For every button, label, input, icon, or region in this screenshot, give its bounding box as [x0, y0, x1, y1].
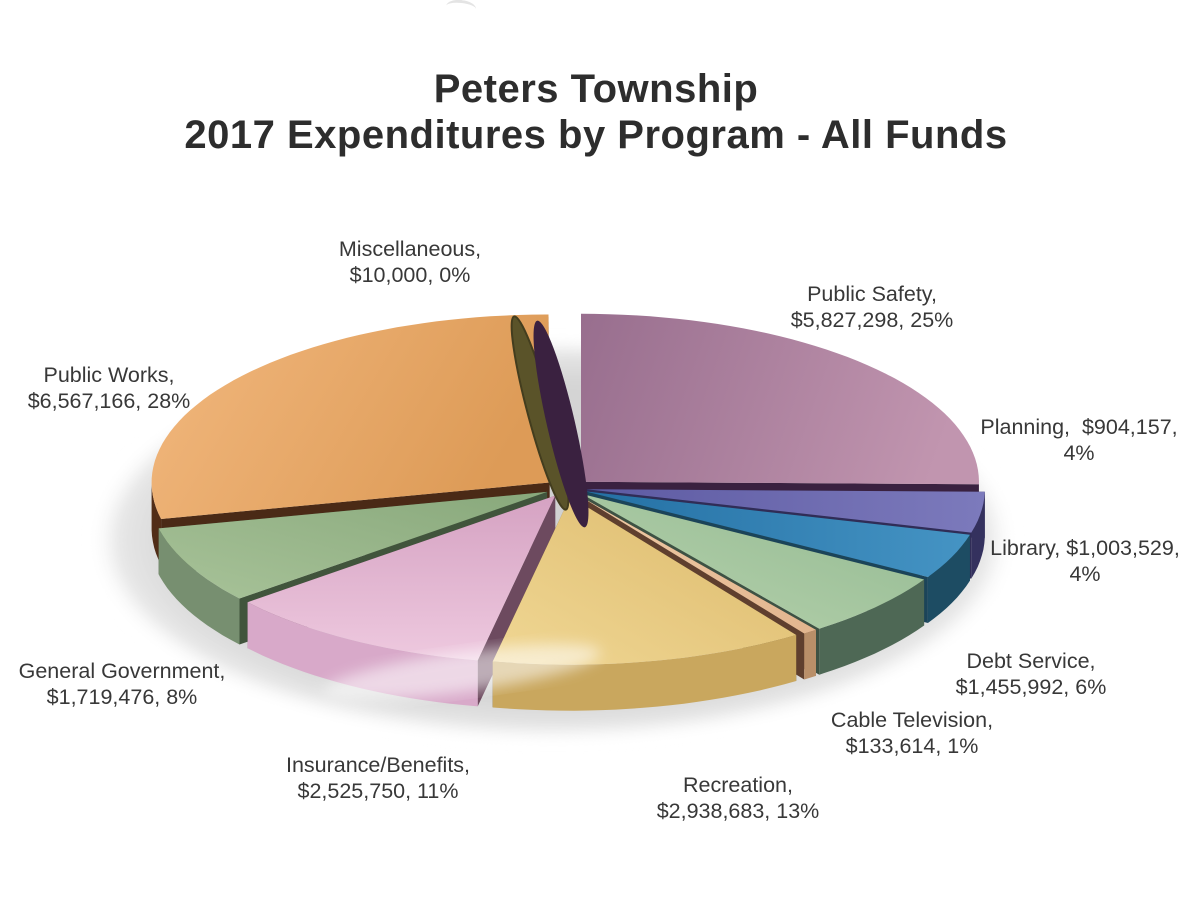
slice-label-line: $1,455,992, 6% — [955, 675, 1107, 699]
slice-label-line: 4% — [1069, 562, 1101, 586]
slice-label-line: $6,567,166, 28% — [27, 389, 191, 413]
slice-label-line: $2,938,683, 13% — [656, 799, 820, 823]
slice-label-line: $10,000, 0% — [349, 263, 471, 287]
slice-label-public_safety — [791, 281, 954, 333]
slice-label-line: Insurance/Benefits, — [285, 753, 471, 777]
slice-label-line: General Government, — [18, 659, 226, 683]
slice-label-miscellaneous — [339, 236, 481, 288]
slice-label-planning — [980, 414, 1177, 466]
slice-label-cable_television — [831, 707, 993, 759]
slice-label-line: Miscellaneous, — [338, 237, 482, 261]
slice-label-debt_service — [956, 648, 1107, 700]
pie-slice-public_safety — [581, 314, 979, 485]
slice-label-line: Debt Service, — [966, 649, 1096, 673]
slice-label-recreation — [657, 772, 820, 824]
slice-label-line: $1,719,476, 8% — [46, 685, 198, 709]
slice-label-insurance_benefits — [286, 752, 470, 804]
page-title: Peters Township — [433, 67, 759, 111]
slice-label-library — [990, 535, 1180, 587]
page-subtitle: 2017 Expenditures by Program - All Funds — [184, 113, 1008, 157]
slice-label-line: Planning, $904,157, — [980, 415, 1178, 439]
slice-label-line: Public Works, — [43, 363, 175, 387]
slice-label-line: $133,614, 1% — [845, 734, 979, 758]
slice-label-public_works — [28, 362, 191, 414]
slice-label-line: Cable Television, — [830, 708, 994, 732]
slice-label-line: Recreation, — [683, 773, 793, 797]
slice-label-line: Library, $1,003,529, — [990, 536, 1180, 560]
slice-label-line: Public Safety, — [807, 282, 937, 306]
slice-label-general_government — [19, 658, 226, 710]
slice-label-line: 4% — [1063, 441, 1095, 465]
slice-rim-cable_television — [804, 630, 816, 680]
slice-label-line: $5,827,298, 25% — [790, 308, 954, 332]
slice-label-line: $2,525,750, 11% — [297, 779, 459, 803]
